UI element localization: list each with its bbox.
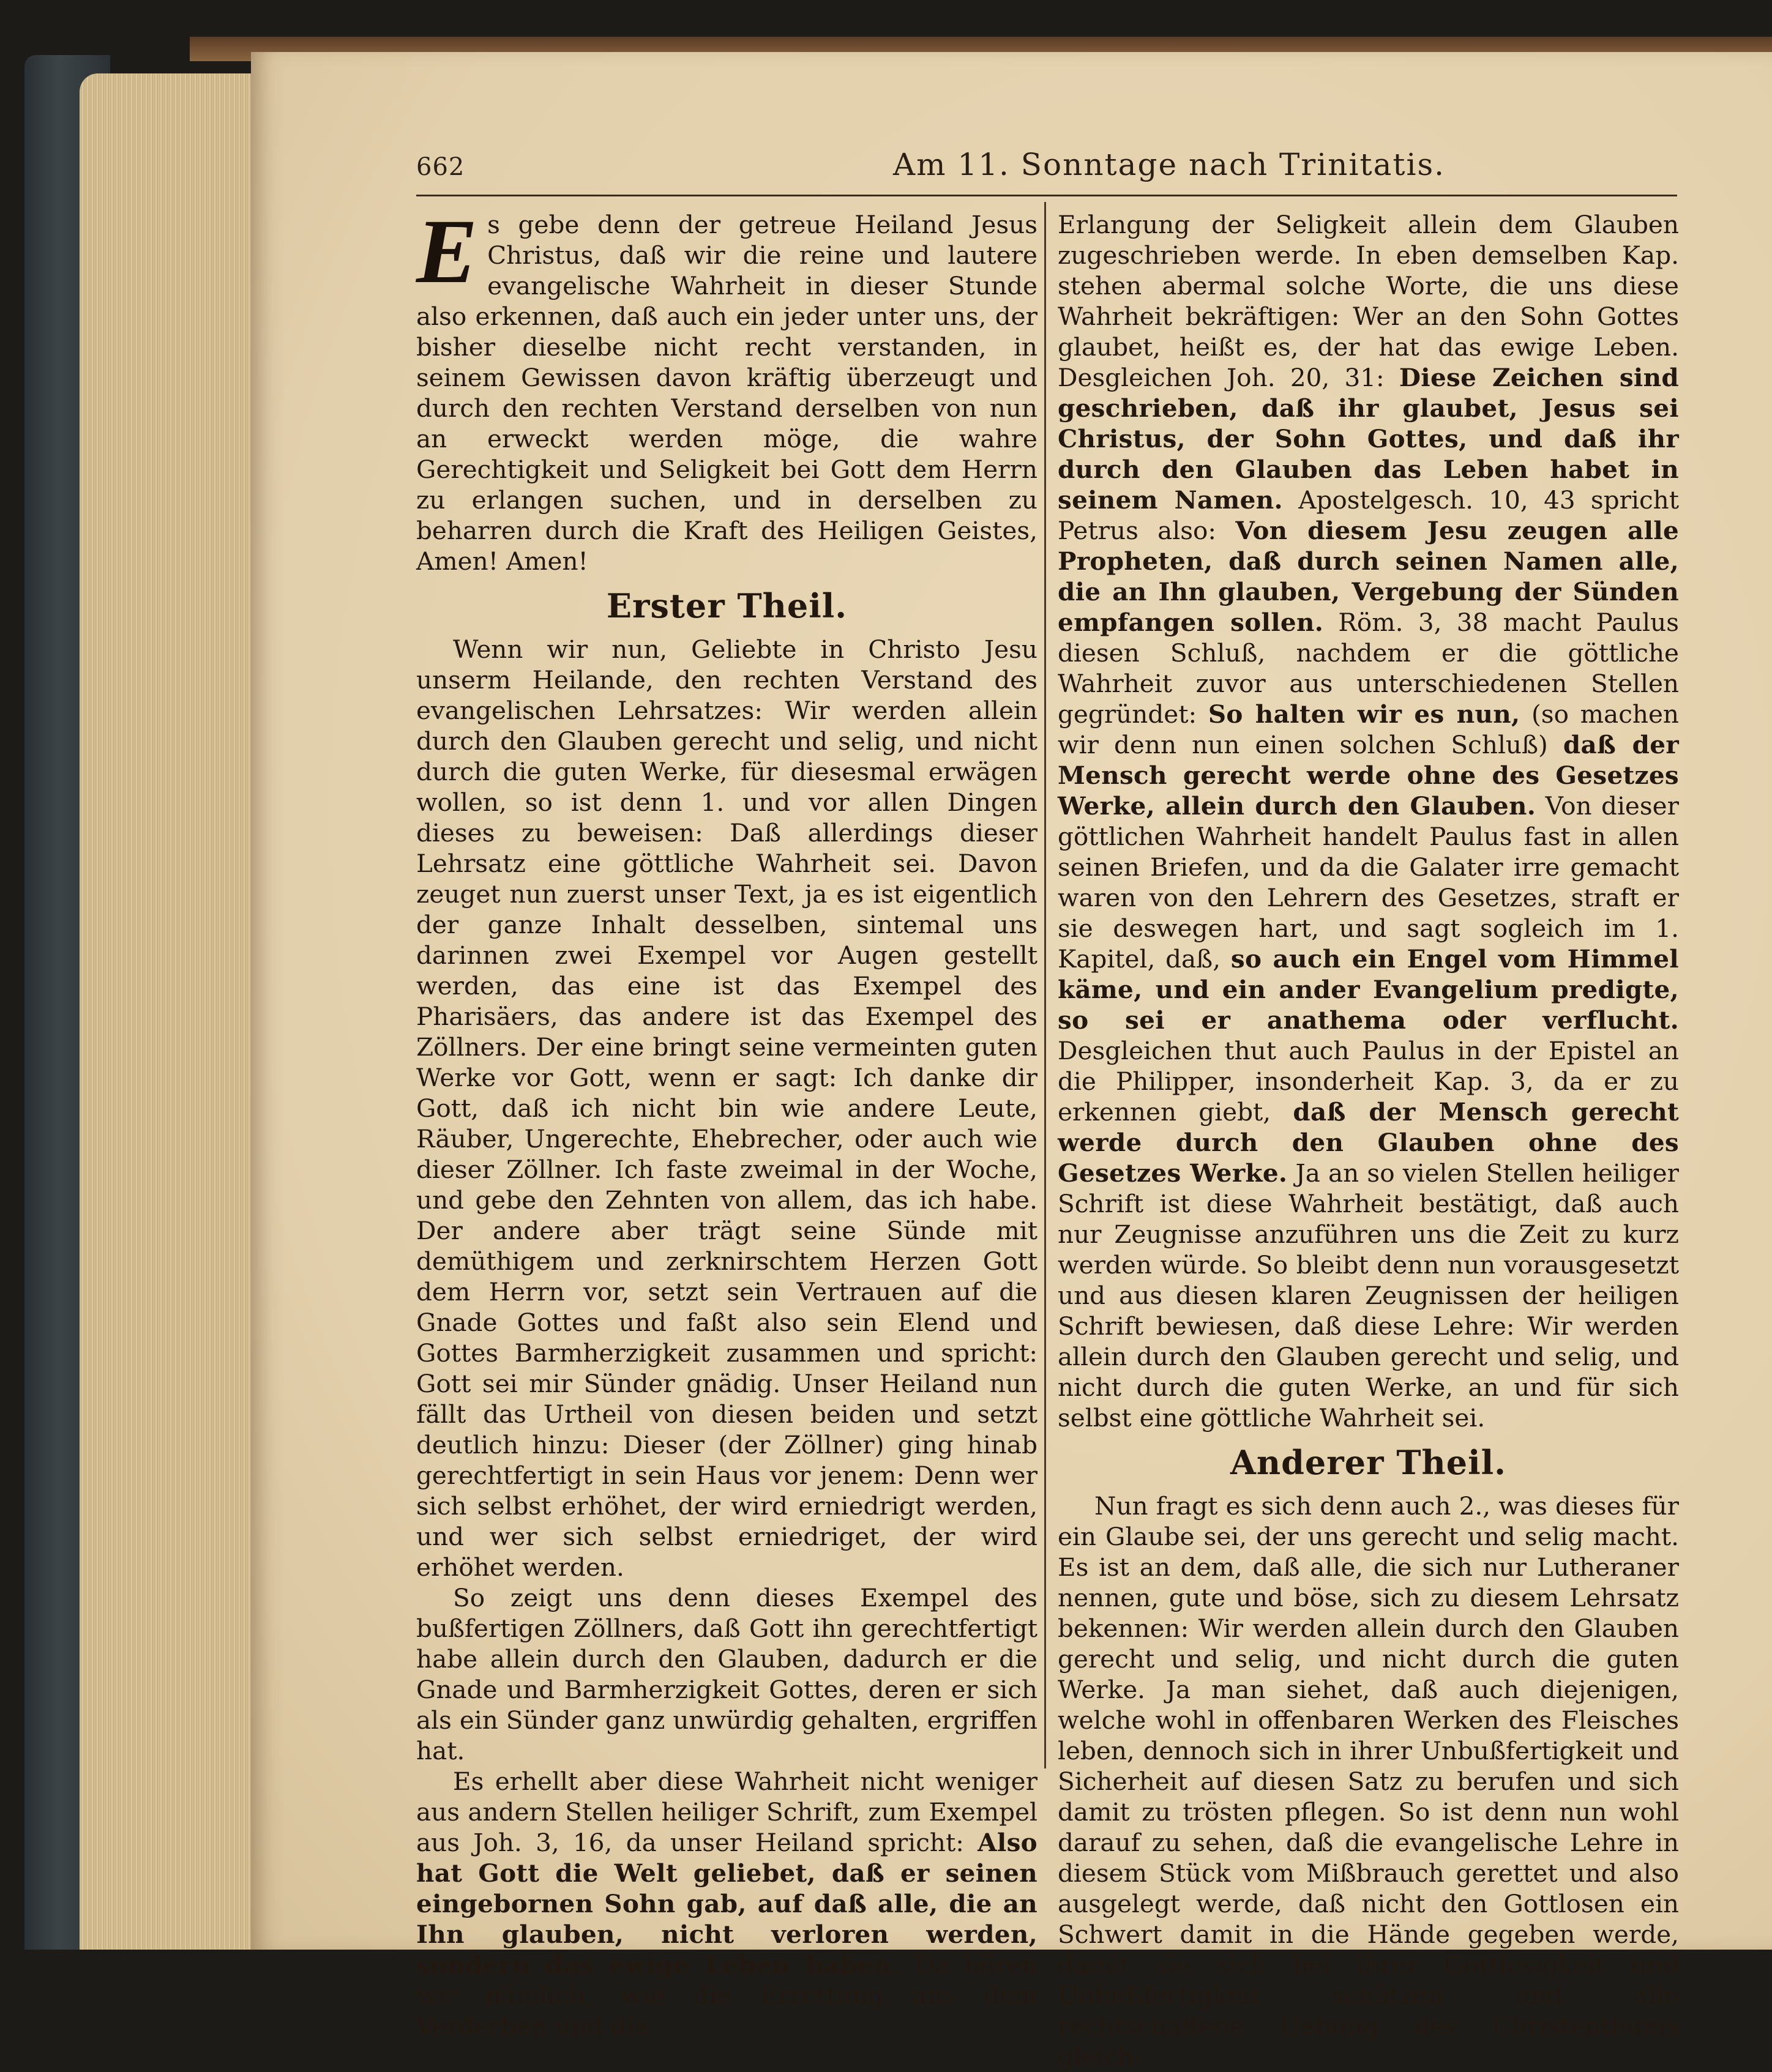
right-column [1058, 209, 1679, 2072]
running-head: Am 11. Sonntage nach Trinitatis. [892, 147, 1446, 182]
scripture-quote: Von diesem Jesu zeugen alle Propheten, daß durch seinen Namen alle, die an Ihn glauben, Vergebung der Sünden empfangen sollen. [1058, 516, 1680, 637]
drop-cap: E [416, 201, 478, 302]
header-rule [416, 195, 1677, 196]
paragraph [416, 1766, 1037, 2041]
text-run: Da hören wir nämlich, wie die Errettung aus dem Verderben und die [416, 1950, 1038, 2041]
scripture-quote: Diese Zeichen sind geschrieben, daß ihr glaubet, Jesus sei Christus, der Sohn Gottes, und daß ihr durch den Glauben das Leben habet in seinem Namen. [1058, 363, 1679, 515]
paragraph: Nun fragt es sich denn auch 2., was dieses für ein Glaube sei, der uns gerecht und selig macht. Es ist an dem, daß alle, die sich nur Lutheraner nennen, gute und böse, sich zu diesem Lehrsatz bekennen: Wir werden allein durch den Glauben gerecht und selig, und nicht durch die guten Werke. Ja man siehet, daß auch diejenigen, welche wohl in offenbaren Werken des Fleisches leben, dennoch sich in ihrer Unbußfertigkeit und Sicherheit auf diesen Satz zu berufen und sich damit zu trösten pflegen. So ist denn nun wohl darauf zu sehen, daß die evangelische Lehre in diesem Stück vom Mißbrauch gerettet und also ausgelegt werde, daß nicht den Gottlosen ein Schwert damit in die Hände gegeben werde, damit sie sich bei ihrer Gottlosigkeit und Unbußfertigkeit schützen und alle rechtschaffene Uebung des Christenthums gleich- [1058, 1491, 1679, 2071]
scripture-quote: so auch ein Engel vom Himmel käme, und ein ander Evangelium predigte, so sei er anathema oder verflucht. [1058, 944, 1679, 1035]
page-header [416, 147, 1677, 190]
scripture-quote: Also hat Gott die Welt geliebet, daß er seinen eingebornen Sohn gab, auf daß alle, die an Ihn glauben, nicht verloren werden, sondern das ewige Leben haben. [416, 1828, 1037, 1980]
scripture-quote: So halten wir es nun, [1208, 699, 1520, 729]
text-run: (so machen wir denn nun einen solchen Schluß) [1058, 699, 1680, 759]
text-run: Ja an so vielen Stellen heiliger Schrift ist diese Wahrheit bestätigt, daß auch nur Zeugnisse anzuführen uns die Zeit zu kurz werden würde. So bleibt denn nun vorausgesetzt und aus diesen klaren Zeugnissen der heiligen Schrift bewiesen, daß diese Lehre: Wir werden allein durch den Glauben gerecht und selig, und nicht durch die guten Werke, an und für sich selbst eine göttliche Wahrheit sei. [1058, 1158, 1680, 1433]
text-run: Erlangung der Seligkeit allein dem Glauben zugeschrieben werde. In eben demselben Kap. stehen abermal solche Worte, die uns diese Wahrheit bekräftigen: Wer an den Sohn Gottes glaubet, heißt es, der hat das ewige Leben. Desgleichen Joh. 20, 31: [1058, 210, 1679, 392]
paragraph: Wenn wir nun, Geliebte in Christo Jesu unserm Heilande, den rechten Verstand des evangelischen Lehrsatzes: Wir werden allein durch den Glauben gerecht und selig, und nicht durch die guten Werke, für diesesmal erwägen wollen, so ist denn 1. und vor allen Dingen dieses zu beweisen: Daß allerdings dieser Lehrsatz eine göttliche Wahrheit sei. Davon zeuget nun zuerst unser Text, ja es ist eigentlich der ganze Inhalt desselben, sintemal uns darinnen zwei Exempel vor Augen gestellt werden, das eine ist das Exempel des Pharisäers, das andere ist das Exempel des Zöllners. Der eine bringt seine vermeinten guten Werke vor Gott, wenn er sagt: Ich danke dir Gott, daß ich nicht bin wie andere Leute, Räuber, Ungerechte, Ehebrecher, oder auch wie dieser Zöllner. Ich faste zweimal in der Woche, und gebe den Zehnten von allem, das ich habe. Der andere aber trägt seine Sünde mit demüthigem und zerknirschtem Herzen Gott dem Herrn vor, setzt sein Vertrauen auf die Gnade Gottes und faßt also sein Elend und Gottes Barmherzigkeit zusammen und spricht: Gott sei mir Sünder gnädig. Unser Heiland nun fällt das Urtheil von diesen beiden und setzt deutlich hinzu: Dieser (der Zöllner) ging hinab gerechtfertigt in sein Haus vor jenem: Denn wer sich selbst erhöhet, der wird erniedrigt werden, und wer sich selbst erniedriget, der wird erhöhet werden. [416, 635, 1037, 1582]
heading-anderer-theil: Anderer Theil. [1230, 1443, 1506, 1482]
scripture-quote: daß der Mensch gerecht werde ohne des Gesetzes Werke, allein durch den Glauben. [1058, 730, 1679, 821]
paragraph: So zeigt uns denn dieses Exempel des bußfertigen Zöllners, daß Gott ihn gerechtfertigt habe allein durch den Glauben, dadurch er die Gnade und Barmherzigkeit Gottes, deren er sich als ein Sünder ganz unwürdig gehalten, ergriffen hat. [416, 1583, 1037, 1765]
text-run: Es erhellt aber diese Wahrheit nicht weniger aus andern Stellen heiliger Schrift, zum Exempel aus Joh. 3, 16, da unser Heiland spricht: [416, 1767, 1037, 1857]
paragraph-continued [1058, 209, 1679, 1433]
left-column [416, 201, 1038, 2041]
column-divider [1044, 202, 1046, 1768]
text-run: Von dieser göttlichen Wahrheit handelt Paulus fast in allen seinen Briefen, und da die Galater irre gemacht waren von den Lehrern des Gesetzes, straft er sie deswegen hart, und sagt sogleich im 1. Kapitel, daß, [1058, 791, 1679, 974]
page-edges [80, 73, 263, 1950]
scripture-quote: daß der Mensch gerecht werde durch den Glauben ohne des Gesetzes Werke. [1058, 1097, 1680, 1188]
page-number: 662 [416, 153, 465, 181]
text-run: Apostelgesch. 10, 43 spricht Petrus also: [1058, 485, 1679, 545]
heading-erster-theil: Erster Theil. [606, 586, 848, 625]
text-run: Röm. 3, 38 macht Paulus diesen Schluß, nachdem er die göttliche Wahrheit zuvor aus unterschiedenen Stellen gegründet: [1058, 608, 1679, 729]
intro-paragraph [416, 201, 1037, 576]
intro-text: s gebe denn der getreue Heiland Jesus Christus, daß wir die reine und lautere evangelische Wahrheit in dieser Stunde also erkennen, daß auch ein jeder unter uns, der bisher dieselbe nicht recht verstanden, in seinem Gewissen davon kräftig überzeugt und durch den rechten Verstand derselben von nun an erweckt werden möge, die wahre Gerechtigkeit und Seligkeit bei Gott dem Herrn zu erlangen suchen, und in derselben zu beharren durch die Kraft des Heiligen Geistes, Amen! Amen! [416, 210, 1037, 576]
text-run: Desgleichen thut auch Paulus in der Epistel an die Philipper, insonderheit Kap. 3, da er zu erkennen giebt, [1058, 1036, 1679, 1127]
